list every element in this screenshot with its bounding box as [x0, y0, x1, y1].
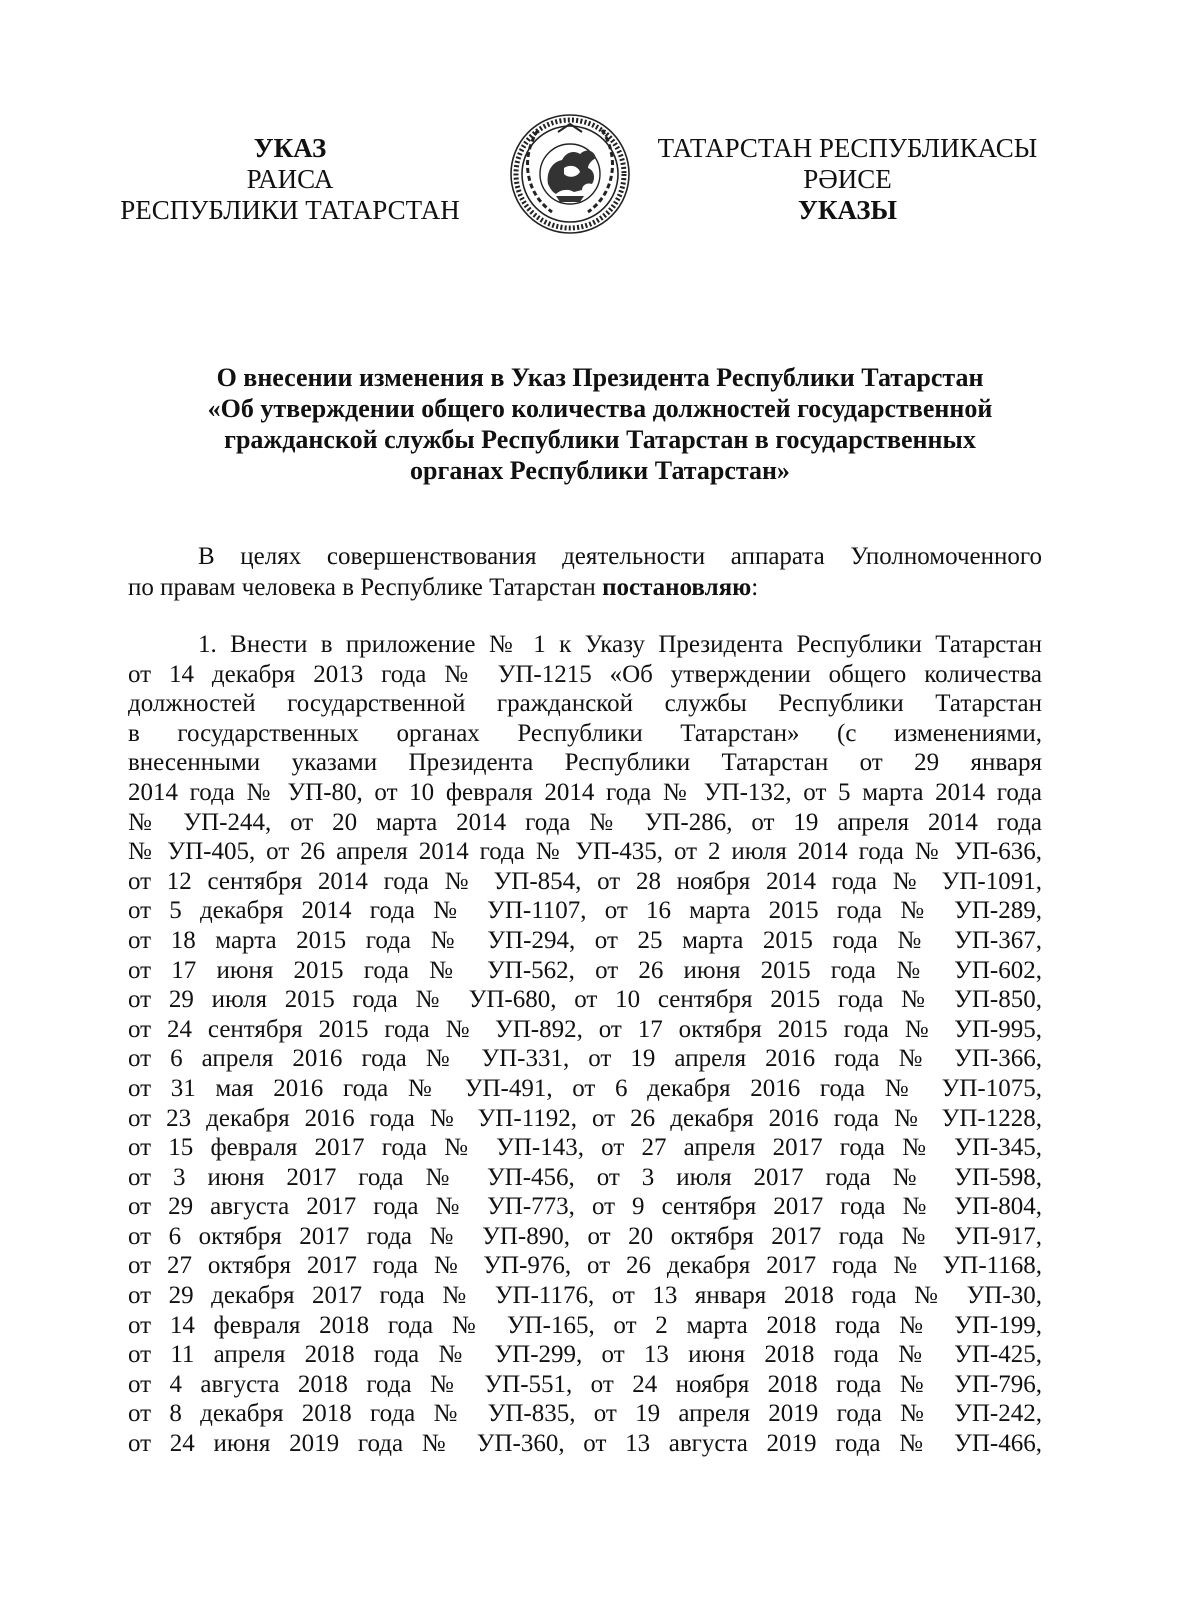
paragraph-line: от 11 апреля 2018 года № УП-299, от 13 июня 2018 года № УП-425,	[128, 1341, 1042, 1369]
document-title	[120, 362, 1080, 486]
paragraph-line: от 29 июля 2015 года № УП-680, от 10 сентября 2015 года № УП-850,	[128, 986, 1042, 1014]
paragraph-line: от 4 августа 2018 года № УП-551, от 24 ноября 2018 года № УП-796,	[128, 1370, 1042, 1398]
title-line: «Об утверждении общего количества должностей государственной	[207, 394, 993, 423]
paragraph-line: внесенными указами Президента Республики Татарстан от 29 января	[128, 749, 1042, 777]
header-left-line3: РЕСПУБЛИКИ ТАТАРСТАН	[120, 195, 460, 225]
paragraph-line: должностей государственной гражданской службы Республики Татарстан	[128, 690, 1042, 718]
paragraph-line: 2014 года № УП-80, от 10 февраля 2014 года № УП-132, от 5 марта 2014 года	[128, 778, 1042, 806]
paragraph-line: от 3 июня 2017 года № УП-456, от 3 июля 2017 года № УП-598,	[128, 1163, 1042, 1191]
item-1-paragraph	[128, 630, 1042, 1459]
paragraph-line: от 5 декабря 2014 года № УП-1107, от 16 марта 2015 года № УП-289,	[128, 897, 1042, 925]
resolve-keyword: постановляю	[602, 574, 752, 601]
paragraph-line: в государственных органах Республики Татарстан» (с изменениями,	[128, 719, 1042, 747]
title-line: О внесении изменения в Указ Президента Республики Татарстан	[216, 363, 984, 392]
preamble-colon: :	[751, 574, 759, 601]
paragraph-line: от 6 апреля 2016 года № УП-331, от 19 апреля 2016 года № УП-366,	[128, 1045, 1042, 1073]
paragraph-line: от 23 декабря 2016 года № УП-1192, от 26 декабря 2016 года № УП-1228,	[128, 1104, 1042, 1132]
header-left-line1: УКАЗ	[253, 133, 327, 163]
paragraph-line: от 12 сентября 2014 года № УП-854, от 28 ноября 2014 года № УП-1091,	[128, 867, 1042, 895]
header-left	[120, 133, 460, 226]
title-line: гражданской службы Республики Татарстан в государственных	[224, 425, 976, 454]
paragraph-line: от 24 июня 2019 года № УП-360, от 13 августа 2019 года № УП-466,	[128, 1430, 1042, 1458]
paragraph-line: от 17 июня 2015 года № УП-562, от 26 июня 2015 года № УП-602,	[128, 956, 1042, 984]
paragraph-line: от 14 декабря 2013 года № УП-1215 «Об утверждении общего количества	[128, 660, 1042, 688]
header-right-line1: ТАТАРСТАН РЕСПУБЛИКАСЫ	[657, 133, 1038, 163]
paragraph-line: от 27 октября 2017 года № УП-976, от 26 декабря 2017 года № УП-1168,	[128, 1252, 1042, 1280]
header-right-line3: УКАЗЫ	[798, 195, 897, 225]
header-right	[655, 133, 1040, 226]
title-line: органах Республики Татарстан»	[410, 456, 790, 485]
paragraph-line: от 6 октября 2017 года № УП-890, от 20 октября 2017 года № УП-917,	[128, 1222, 1042, 1250]
preamble-line: В целях совершенствования деятельности аппарата Уполномоченного	[198, 543, 1042, 570]
header-left-line2: РАИСА	[246, 164, 334, 194]
preamble-line-2	[128, 572, 1042, 603]
paragraph-line: № УП-405, от 26 апреля 2014 года № УП-435, от 2 июля 2014 года № УП-636,	[128, 838, 1042, 866]
paragraph-line: от 15 февраля 2017 года № УП-143, от 27 апреля 2017 года № УП-345,	[128, 1134, 1042, 1162]
paragraph-line: 1. Внести в приложение № 1 к Указу Президента Республики Татарстан	[198, 631, 1042, 658]
coat-of-arms-emblem	[508, 112, 632, 236]
paragraph-line: от 29 декабря 2017 года № УП-1176, от 13 января 2018 года № УП-30,	[128, 1282, 1042, 1310]
paragraph-line: № УП-244, от 20 марта 2014 года № УП-286, от 19 апреля 2014 года	[128, 808, 1042, 836]
paragraph-line: от 8 декабря 2018 года № УП-835, от 19 апреля 2019 года № УП-242,	[128, 1400, 1042, 1428]
paragraph-line: от 18 марта 2015 года № УП-294, от 25 марта 2015 года № УП-367,	[128, 926, 1042, 954]
paragraph-line: от 29 августа 2017 года № УП-773, от 9 сентября 2017 года № УП-804,	[128, 1193, 1042, 1221]
preamble-paragraph	[128, 541, 1042, 603]
paragraph-line: от 24 сентября 2015 года № УП-892, от 17 октября 2015 года № УП-995,	[128, 1015, 1042, 1043]
paragraph-line: от 31 мая 2016 года № УП-491, от 6 декабря 2016 года № УП-1075,	[128, 1074, 1042, 1102]
paragraph-line: от 14 февраля 2018 года № УП-165, от 2 марта 2018 года № УП-199,	[128, 1311, 1042, 1339]
preamble-text: по правам человека в Республике Татарстан	[128, 574, 603, 601]
header-right-line2: РӘИСЕ	[803, 164, 892, 194]
